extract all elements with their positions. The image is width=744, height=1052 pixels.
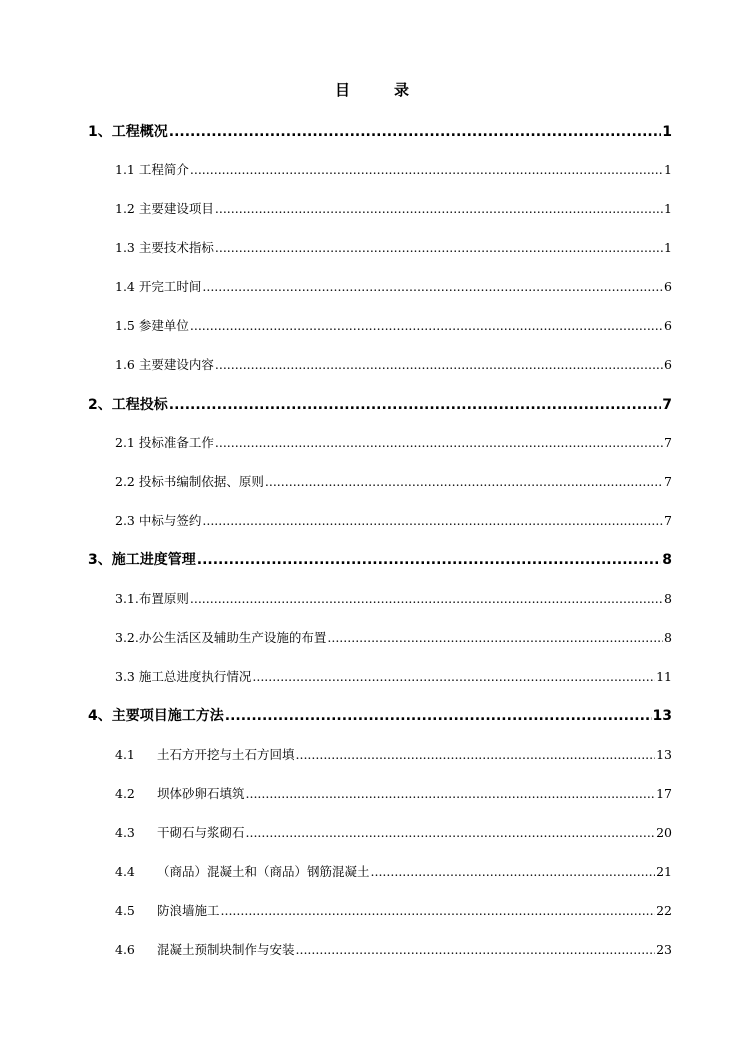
toc-leader (246, 786, 656, 801)
toc-entry-1-1[interactable] (0, 160, 744, 182)
toc-leader (327, 630, 663, 645)
toc-leader (169, 124, 662, 140)
toc-page-number: 11 (656, 669, 672, 684)
toc-entry-label: 1.1 工程简介 (115, 162, 189, 177)
toc-page-number: 13 (652, 708, 672, 724)
toc-leader (215, 435, 663, 450)
toc-entry-label: 1.6 主要建设内容 (115, 357, 214, 372)
toc-leader (190, 591, 663, 606)
toc-leader (296, 942, 656, 957)
toc-entry-4-2[interactable] (0, 784, 744, 806)
toc-entry-label: 1.2 主要建设项目 (115, 201, 214, 216)
toc-leader (215, 357, 663, 372)
toc-entry-label: 4、主要项目施工方法 (88, 708, 224, 724)
toc-leader (225, 708, 652, 724)
toc-page-number: 6 (664, 357, 672, 372)
toc-entry-4-5[interactable] (0, 901, 744, 923)
toc-leader (221, 903, 656, 918)
toc-entry-1-5[interactable] (0, 316, 744, 338)
toc-page-number: 7 (664, 474, 672, 489)
toc-entry-3-2[interactable] (0, 628, 744, 650)
toc-entry-label: 3.1.布置原则 (115, 591, 189, 606)
toc-entry-4-3[interactable] (0, 823, 744, 845)
toc-entry-4-6[interactable] (0, 940, 744, 962)
toc-entry-2-1[interactable] (0, 433, 744, 455)
toc-entry-label: 4.1 土石方开挖与土石方回填 (115, 747, 295, 762)
toc-entry-2-2[interactable] (0, 472, 744, 494)
toc-page-number: 1 (662, 124, 672, 140)
toc-title-right: 录 (394, 81, 410, 99)
toc-leader (246, 825, 656, 840)
toc-page-number: 8 (664, 591, 672, 606)
toc-entry-label: 3.3 施工总进度执行情况 (115, 669, 252, 684)
toc-page-number: 6 (664, 318, 672, 333)
toc-entry-label: 2、工程投标 (88, 397, 168, 413)
toc-leader (296, 747, 656, 762)
toc-entry-label: 4.5 防浪墙施工 (115, 903, 220, 918)
toc-leader (371, 864, 656, 879)
toc-page-number: 1 (664, 240, 672, 255)
toc-entry-1-2[interactable] (0, 199, 744, 221)
toc-page-number: 8 (664, 630, 672, 645)
toc-leader (197, 552, 662, 568)
toc-page-number: 13 (656, 747, 672, 762)
toc-entry-label: 1.5 参建单位 (115, 318, 189, 333)
toc-entry-3-3[interactable] (0, 667, 744, 689)
toc-page-number: 7 (664, 513, 672, 528)
toc-leader (169, 397, 662, 413)
toc-leader (190, 162, 663, 177)
toc-entry-label: 2.1 投标准备工作 (115, 435, 214, 450)
toc-entry-label: 4.2 坝体砂卵石填筑 (115, 786, 245, 801)
toc-entry-label: 1.3 主要技术指标 (115, 240, 214, 255)
toc-page-number: 6 (664, 279, 672, 294)
toc-page-number: 22 (656, 903, 672, 918)
toc-page-number: 23 (656, 942, 672, 957)
toc-entry-label: 3.2.办公生活区及辅助生产设施的布置 (115, 630, 327, 645)
toc-entry-1-6[interactable] (0, 355, 744, 377)
toc-entry-label: 4.3 干砌石与浆砌石 (115, 825, 245, 840)
toc-leader (215, 240, 663, 255)
toc-entry-label: 3、施工进度管理 (88, 552, 196, 568)
toc-leader (202, 513, 663, 528)
toc-page-number: 7 (662, 397, 672, 413)
toc-entry-label: 4.4 （商品）混凝土和（商品）钢筋混凝土 (115, 864, 370, 879)
toc-page-number: 1 (664, 162, 672, 177)
toc-entry-label: 2.2 投标书编制依据、原则 (115, 474, 264, 489)
toc-entry-label: 1.4 开完工时间 (115, 279, 202, 294)
toc-leader (215, 201, 663, 216)
toc-page-number: 7 (664, 435, 672, 450)
toc-title-left: 目 (334, 81, 350, 99)
toc-entry-1[interactable] (0, 121, 744, 143)
toc-entry-label: 2.3 中标与签约 (115, 513, 202, 528)
toc-entry-4-1[interactable] (0, 745, 744, 767)
toc-entry-4-4[interactable] (0, 862, 744, 884)
toc-entry-3-1[interactable] (0, 589, 744, 611)
toc-entry-3[interactable] (0, 549, 744, 571)
toc-title (0, 79, 744, 100)
toc-leader (265, 474, 663, 489)
toc-leader (190, 318, 663, 333)
toc-leader (252, 669, 655, 684)
toc-entry-1-4[interactable] (0, 277, 744, 299)
toc-page-number: 1 (664, 201, 672, 216)
toc-entry-1-3[interactable] (0, 238, 744, 260)
toc-page-number: 17 (656, 786, 672, 801)
toc-page-number: 20 (656, 825, 672, 840)
toc-entry-2[interactable] (0, 394, 744, 416)
toc-page-number: 8 (662, 552, 672, 568)
toc-entry-2-3[interactable] (0, 511, 744, 533)
toc-entry-label: 4.6 混凝土预制块制作与安装 (115, 942, 295, 957)
toc-page-number: 21 (656, 864, 672, 879)
toc-entry-4[interactable] (0, 705, 744, 727)
toc-leader (202, 279, 663, 294)
toc-entry-label: 1、工程概况 (88, 124, 168, 140)
